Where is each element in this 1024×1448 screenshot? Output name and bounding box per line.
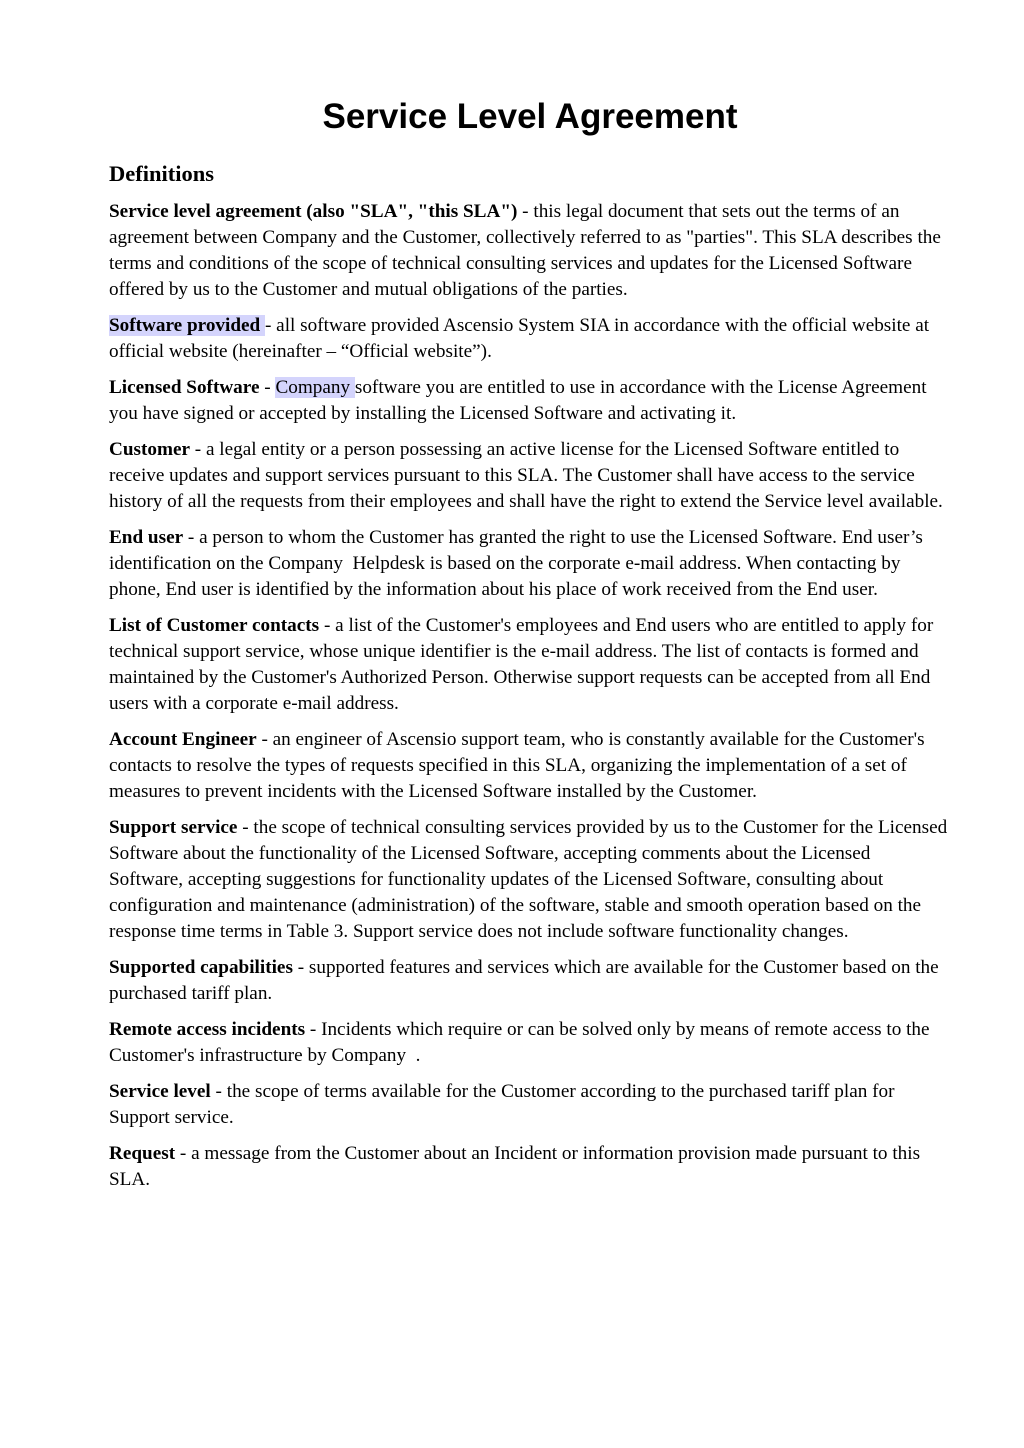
definition-account-engineer — [109, 727, 949, 805]
document-title: Service Level Agreement — [322, 97, 738, 136]
definition-body: - Incidents which require or can be solved only by means of remote access to the Customer's infrastructure by Company . — [109, 1019, 935, 1066]
definition-term: Supported capabilities — [109, 957, 293, 978]
definition-term: Software provided — [109, 315, 265, 336]
definition-body-prefix: - — [259, 377, 276, 398]
definition-term: List of Customer contacts — [109, 615, 320, 636]
definition-body: - a message from the Customer about an Incident or information provision made pursuant to this SLA. — [109, 1143, 925, 1190]
definition-service-level — [109, 1079, 949, 1131]
definition-term: Request — [109, 1143, 176, 1164]
definition-term: Service level agreement (also "SLA", "this SLA") — [109, 201, 518, 222]
definition-body: - all software provided Ascensio System SIA in accordance with the official website at official website (hereinafter – “Official website”). — [109, 315, 934, 362]
definition-supported-capabilities — [109, 955, 949, 1007]
definition-request — [109, 1141, 949, 1193]
definition-remote-access-incidents — [109, 1017, 949, 1069]
definition-term: Account Engineer — [109, 729, 257, 750]
definition-list-of-customer-contacts — [109, 613, 949, 717]
definition-support-service — [109, 815, 952, 945]
definition-software-provided — [109, 313, 949, 365]
definition-body: - a legal entity or a person possessing an active license for the Licensed Software entitled to receive updates and support services pursuant to this SLA. The Customer shall have access to the service history of all the requests from their employees and shall have the right to extend the Service level available. — [109, 439, 943, 512]
section-heading-definitions: Definitions — [109, 161, 215, 186]
definition-term: End user — [109, 527, 184, 548]
definition-body: - the scope of technical consulting services provided by us to the Customer for the Licensed Software about the functionality of the Licensed Software, accepting comments about the Licensed Software, accepting suggestions for functionality updates of the Licensed Software, consulting about configuration and maintenance (administration) of the software, stable and smooth operation based on the response time terms in Table 3. Support service does not include software functionality changes. — [109, 817, 952, 942]
definition-term: Licensed Software — [109, 377, 260, 398]
definition-licensed-software — [109, 375, 949, 427]
definition-body: - an engineer of Ascensio support team, who is constantly available for the Customer's contacts to resolve the types of requests specified in this SLA, organizing the implementation of a set of measures to prevent incidents with the Licensed Software installed by the Customer. — [109, 729, 930, 802]
definition-term: Customer — [109, 439, 190, 460]
definition-sla — [109, 199, 949, 303]
definition-customer — [109, 437, 949, 515]
definition-body: - a person to whom the Customer has granted the right to use the Licensed Software. End user’s identification on the Company Helpdesk is based on the corporate e-mail address. When contacting by phone, End user is identified by the information about his place of work received from the End user. — [109, 527, 928, 600]
definition-end-user — [109, 525, 949, 603]
definition-term: Remote access incidents — [109, 1019, 306, 1040]
definition-body: - the scope of terms available for the Customer according to the purchased tariff plan for Support service. — [109, 1081, 900, 1128]
definition-body: - a list of the Customer's employees and End users who are entitled to apply for technical support service, whose unique identifier is the e-mail address. The list of contacts is formed and maintained by the Customer's Authorized Person. Otherwise support requests can be accepted from all End users with a corporate e-mail address. — [109, 615, 939, 714]
highlighted-text: Company — [275, 377, 355, 398]
definition-term: Service level — [109, 1081, 211, 1102]
definition-term: Support service — [109, 817, 238, 838]
definition-body: - supported features and services which are available for the Customer based on the purchased tariff plan. — [109, 957, 944, 1004]
definitions-list — [109, 199, 952, 1203]
definition-body: software you are entitled to use in accordance with the License Agreement you have signed or accepted by installing the Licensed Software and activating it. — [109, 377, 932, 424]
definition-body: - this legal document that sets out the terms of an agreement between Company and the Customer, collectively referred to as "parties". This SLA describes the terms and conditions of the scope of technical consulting services and updates for the Licensed Software offered by us to the Customer and mutual obligations of the parties. — [109, 201, 946, 300]
